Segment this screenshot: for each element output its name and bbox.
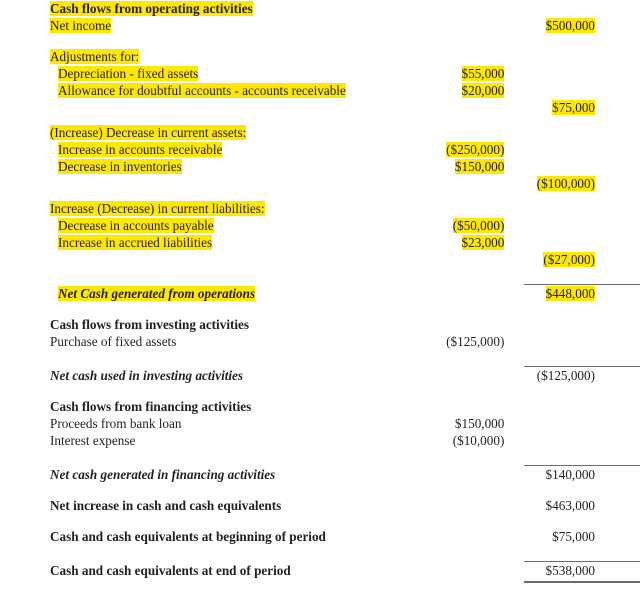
cash-end-period-value: $538,000 [545, 563, 595, 578]
empty-cell [524, 333, 640, 350]
decrease-inventories-value: $150,000 [454, 159, 505, 174]
adjustments-header: Adjustments for: [50, 49, 140, 64]
empty-cell [413, 17, 524, 34]
empty-cell [524, 48, 640, 65]
empty-cell [413, 175, 524, 192]
empty-cell [413, 497, 524, 514]
table-row [0, 0, 640, 17]
empty-cell [413, 200, 524, 217]
spacer-row [0, 302, 640, 316]
adjustments-total-value: $75,000 [552, 100, 595, 115]
increase-accounts-receivable-label: Increase in accounts receivable [58, 142, 223, 157]
bank-loan-value: $150,000 [454, 416, 505, 431]
table-row [0, 48, 640, 65]
depreciation-value: $55,000 [461, 66, 505, 81]
empty-cell [413, 562, 524, 579]
net-cash-investing-label: Net cash used in investing activities [50, 368, 244, 383]
empty-cell [413, 0, 524, 17]
table-row [0, 562, 640, 579]
increase-accounts-receivable-value: ($250,000) [446, 142, 505, 157]
spacer-row [0, 268, 640, 282]
interest-expense-label: Interest expense [50, 433, 136, 448]
table-row [0, 316, 640, 333]
empty-cell [413, 124, 524, 141]
table-row [0, 415, 640, 432]
decrease-accounts-payable-value: ($50,000) [452, 218, 505, 233]
table-row [0, 367, 640, 384]
empty-cell [0, 99, 413, 116]
net-cash-operations-label: Net Cash generated from operations [58, 286, 256, 301]
empty-cell [524, 200, 640, 217]
allowance-doubtful-value: $20,000 [461, 83, 505, 98]
empty-cell [413, 367, 524, 384]
empty-cell [524, 415, 640, 432]
table-row [0, 528, 640, 545]
table-row [0, 398, 640, 415]
net-cash-financing-value: $140,000 [545, 467, 595, 482]
net-cash-investing-value: ($125,000) [536, 368, 595, 383]
table-row [0, 333, 640, 350]
current-assets-header: (Increase) Decrease in current assets: [50, 125, 247, 140]
depreciation-label: Depreciation - fixed assets [58, 66, 199, 81]
current-liabilities-total-value: ($27,000) [543, 252, 595, 267]
empty-cell [524, 0, 640, 17]
table-row [0, 497, 640, 514]
empty-cell [413, 466, 524, 483]
table-row [0, 124, 640, 141]
table-row [0, 200, 640, 217]
current-liabilities-header: Increase (Decrease) in current liabilities: [50, 201, 265, 216]
net-increase-cash-value: $463,000 [545, 498, 595, 513]
empty-cell [524, 398, 640, 415]
table-row [0, 234, 640, 251]
decrease-inventories-label: Decrease in inventories [58, 159, 182, 174]
interest-expense-value: ($10,000) [452, 433, 505, 448]
double-underline-row [0, 579, 640, 583]
empty-cell [524, 141, 640, 158]
double-underline-cash-end [524, 579, 640, 583]
empty-cell [413, 579, 524, 583]
net-cash-operations-value: $448,000 [545, 286, 595, 301]
increase-accrued-liabilities-label: Increase in accrued liabilities [58, 235, 213, 250]
empty-cell [413, 316, 524, 333]
table-row [0, 175, 640, 192]
spacer-row [0, 449, 640, 463]
empty-cell [0, 579, 413, 583]
empty-cell [413, 48, 524, 65]
empty-cell [524, 234, 640, 251]
cash-beginning-period-value: $75,000 [552, 529, 595, 544]
table-row [0, 65, 640, 82]
net-income-label: Net income [50, 18, 112, 33]
purchase-fixed-assets-value: ($125,000) [446, 334, 505, 349]
allowance-doubtful-label: Allowance for doubtful accounts - accounts receivable [58, 83, 346, 98]
bank-loan-label: Proceeds from bank loan [50, 416, 182, 431]
purchase-fixed-assets-label: Purchase of fixed assets [50, 334, 177, 349]
spacer-row [0, 514, 640, 528]
spacer-row [0, 350, 640, 364]
table-row [0, 99, 640, 116]
empty-cell [413, 528, 524, 545]
table-row [0, 285, 640, 302]
net-cash-financing-label: Net cash generated in financing activities [50, 467, 276, 482]
current-assets-total-value: ($100,000) [536, 176, 595, 191]
table-row [0, 158, 640, 175]
spacer-row [0, 116, 640, 124]
net-increase-cash-label: Net increase in cash and cash equivalents [50, 498, 282, 513]
table-row [0, 432, 640, 449]
empty-cell [413, 251, 524, 268]
table-row [0, 251, 640, 268]
table-row [0, 466, 640, 483]
spacer-row [0, 192, 640, 200]
spacer-row [0, 483, 640, 497]
empty-cell [524, 124, 640, 141]
empty-cell [413, 99, 524, 116]
empty-cell [413, 285, 524, 302]
cash-beginning-period-label: Cash and cash equivalents at beginning of period [50, 529, 326, 544]
financing-activities-header: Cash flows from financing activities [50, 399, 252, 414]
decrease-accounts-payable-label: Decrease in accounts payable [58, 218, 214, 233]
spacer-row [0, 34, 640, 48]
net-income-value: $500,000 [545, 18, 595, 33]
spacer-row [0, 545, 640, 559]
empty-cell [524, 217, 640, 234]
cash-end-period-label: Cash and cash equivalents at end of period [50, 563, 291, 578]
empty-cell [524, 82, 640, 99]
empty-cell [524, 432, 640, 449]
empty-cell [524, 158, 640, 175]
spacer-row [0, 384, 640, 398]
operating-activities-header: Cash flows from operating activities [50, 1, 253, 16]
table-row [0, 82, 640, 99]
table-row [0, 217, 640, 234]
table-row [0, 141, 640, 158]
empty-cell [0, 175, 413, 192]
empty-cell [524, 65, 640, 82]
empty-cell [413, 398, 524, 415]
investing-activities-header: Cash flows from investing activities [50, 317, 250, 332]
empty-cell [524, 316, 640, 333]
table-row [0, 17, 640, 34]
empty-cell [0, 251, 413, 268]
increase-accrued-liabilities-value: $23,000 [461, 235, 505, 250]
